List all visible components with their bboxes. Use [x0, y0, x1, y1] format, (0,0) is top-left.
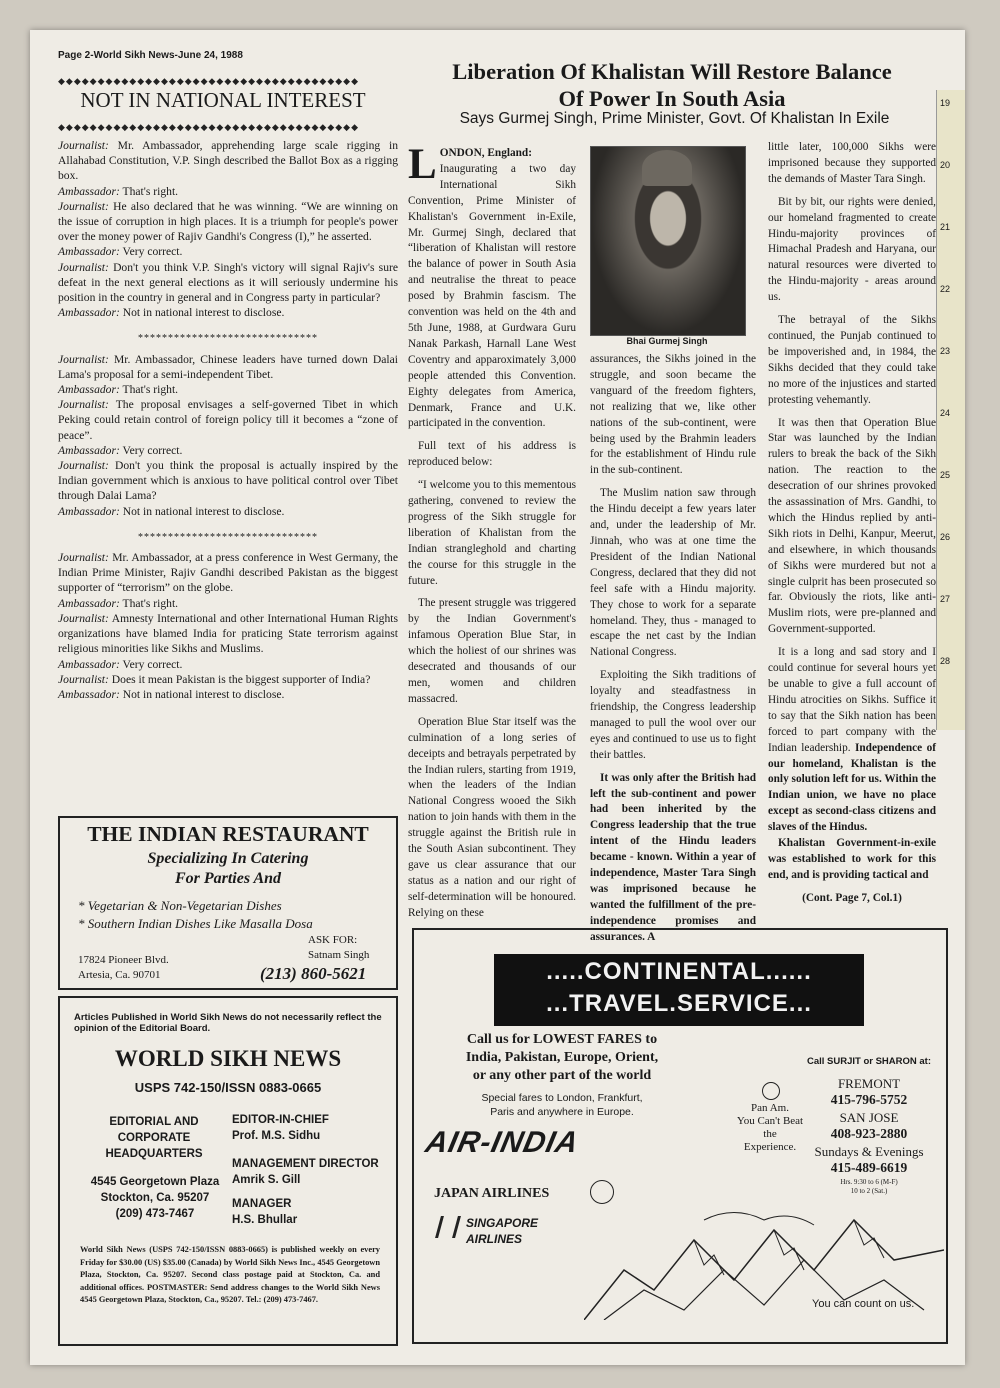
- panam-line4: Experience.: [743, 1141, 797, 1153]
- restaurant-ask-for: ASK FOR:: [308, 934, 358, 946]
- speaker-text: That's right.: [119, 184, 179, 198]
- qa-line: [58, 260, 398, 306]
- ruler-mark: 28: [940, 656, 951, 666]
- restaurant-ad: [58, 816, 398, 990]
- travel-title1: .....CONTINENTAL......: [546, 958, 812, 985]
- qa-line: [58, 199, 398, 245]
- travel-tagline: You can count on us.: [812, 1298, 915, 1310]
- travel-hours1: Hrs. 9:30 to 6 (M-F): [840, 1178, 898, 1186]
- page-folio: Page 2-World Sikh News-June 24, 1988: [58, 50, 243, 61]
- hq-label: EDITORIAL AND CORPORATE HEADQUARTERS: [105, 1116, 203, 1160]
- md-label: MANAGEMENT DIRECTOR: [232, 1158, 379, 1170]
- dropcap: L: [408, 141, 437, 188]
- article-col1-para: Full text of his address is reproduced below:: [408, 440, 576, 469]
- speaker-role: Ambassador:: [58, 657, 120, 671]
- travel-phone2: 408-923-2880: [830, 1126, 908, 1141]
- qa-line: [58, 687, 398, 702]
- travel-city1: FREMONT: [837, 1076, 901, 1091]
- qa-line: [58, 305, 398, 320]
- travel-phone1: 415-796-5752: [830, 1092, 908, 1107]
- qa-column: [58, 138, 398, 702]
- speaker-text: Amnesty International and other International Human Rights organizations have blamed India for praticing State terrorism against religious minorities like Sikhs and Muslims.: [58, 611, 398, 656]
- qa-line: [58, 504, 398, 519]
- travel-title2: ...TRAVEL.SERVICE...: [546, 990, 812, 1017]
- speaker-text: That's right.: [119, 383, 179, 397]
- travel-special1: Special fares to London, Frankfurt,: [481, 1092, 643, 1104]
- singapore-bird-icon: [435, 1216, 461, 1238]
- qa-line: [58, 443, 398, 458]
- restaurant-line1: Specializing In Catering: [147, 850, 309, 867]
- article-col3-para: The betrayal of the Sikhs continued, the Punjab continued to be impoverished and, in 1984, the Sikhs decided that they could take no more of the injustices and started protesting vehemantly.: [768, 314, 936, 406]
- qa-line: [58, 458, 398, 504]
- speaker-text: Mr. Ambassador, Chinese leaders have turned down Dalai Lama's proposal for a semi-independent Tibet.: [58, 352, 398, 381]
- travel-call-contact: Call SURJIT or SHARON at:: [806, 1056, 932, 1067]
- masthead-issn: USPS 742-150/ISSN 0883-0665: [134, 1080, 322, 1095]
- hq-address2: Stockton, Ca. 95207: [100, 1192, 210, 1204]
- qa-line: [58, 352, 398, 382]
- speaker-text: That's right.: [119, 596, 179, 610]
- speaker-role: Journalist:: [58, 260, 109, 274]
- restaurant-line2: For Parties And: [174, 870, 282, 887]
- editor-name: Prof. M.S. Sidhu: [232, 1130, 321, 1142]
- article-col1-para: “I welcome you to this mementous gathering, convened to review the progress of the Sikh struggle for liberation of Khalistan from the Indian strangleghold and charting the course for this struggle in the future.: [408, 479, 576, 587]
- masthead-title: WORLD SIKH NEWS: [114, 1046, 342, 1071]
- masthead-fineprint: World Sikh News (USPS 742-150/ISSN 0883-0665) is published weekly on every Friday for $30.00 (US) $35.00 (Canada) by World Sikh News Inc., 4545 Georgetown Plaza, Stockton, Ca. 95207. Second class postage paid at Stockton, Ca. and additional offices. POSTMASTER: Send address changes to the World Sikh News 4545 Georgetown Plaza, Stockton, Ca., 95207. Tel.: (209) 473-7467.: [80, 1245, 380, 1304]
- article-col1-para: Inaugurating a two day International Sikh Convention, Prime Minister of Khalistan's Government in-Exile, Mr. Gurmej Singh, declared that “liberation of Khalistan will restore the balance of power in South Asia and neutralise the threat to peace posed by Brahmin fascism. The convention was held on the 4th and 5th June, 1988, at Gurdwara Guru Nanak Parkash, Harnall Lane West Coventry and apparoximately 3,000 people attended this Convention. Eighty delegates from America, Denmark, France and U.K. participated in the convention.: [408, 162, 576, 430]
- article-col3-bold: Independence of our homeland, Khalistan is the only solution left for us. Within the Indian union, we have no place except as second-class citizens and slaves of the Hindus.: [768, 741, 936, 834]
- speaker-role: Ambassador:: [58, 504, 120, 518]
- qa-line: [58, 244, 398, 259]
- heading-divider-bottom: ◆◆◆◆◆◆◆◆◆◆◆◆◆◆◆◆◆◆◆◆◆◆◆◆◆◆◆◆◆◆◆◆◆◆◆◆◆◆: [58, 122, 360, 132]
- panam-line3: the: [763, 1128, 777, 1140]
- photo-caption: Bhai Gurmej Singh: [626, 336, 708, 346]
- section-separator: ******************************: [138, 333, 318, 345]
- travel-special2: Paris and anywhere in Europe.: [490, 1106, 634, 1118]
- speaker-role: Ambassador:: [58, 443, 120, 457]
- restaurant-address1: 17824 Pioneer Blvd.: [78, 954, 169, 966]
- travel-call2: India, Pakistan, Europe, Orient,: [465, 1050, 659, 1065]
- article-col2-para: assurances, the Sikhs joined in the struggle, and soon became the vanguard of the freedom fighters, not realizing that we, like other nations of the sub-continent, were being used by the Brahmin leaders for the establishment of Hindu rule in the sub-continent.: [590, 353, 756, 477]
- speaker-role: Ambassador:: [58, 383, 120, 397]
- heading-divider-top: ◆◆◆◆◆◆◆◆◆◆◆◆◆◆◆◆◆◆◆◆◆◆◆◆◆◆◆◆◆◆◆◆◆◆◆◆◆◆: [58, 76, 360, 86]
- speaker-role: Ambassador:: [58, 306, 120, 320]
- article-headline: [402, 58, 942, 112]
- speaker-role: Journalist:: [58, 398, 109, 412]
- masthead-box: [58, 996, 398, 1346]
- qa-line: [58, 657, 398, 672]
- speaker-role: Journalist:: [58, 459, 109, 473]
- ruler-mark: 20: [940, 160, 951, 170]
- article-col3-bold2: Khalistan Government-in-exile was established to work for this end, and is providing tactical and: [768, 837, 936, 881]
- qa-line: [58, 382, 398, 397]
- dateline: ONDON, England:: [439, 147, 532, 159]
- panam-globe-icon: [762, 1082, 780, 1100]
- speaker-role: Journalist:: [58, 139, 109, 152]
- qa-line: [58, 611, 398, 657]
- speaker-text: He also declared that he was winning. “We are winning on the issue of corruption in high places. It is a triumph for people's power over the money power of Rajiv Gandhi's Congress (I),” he asserted.: [58, 199, 398, 244]
- article-col3-para: It was then that Operation Blue Star was launched by the Indian rulers to break the back of the Sikh nation. The reaction to the desecration of our shrines provoked the assassination of Mrs. Gandhi, to which the Hindus replied by anti-Sikh riots in Delhi, Kanpur, Meerut, and elsewhere, in which thousands of Sikhs were murdered but not a single culprit has been prosecuted so far. Obviously the riots, like anti-Muslim riots, were pre-planned and Government-supported.: [768, 416, 936, 636]
- ruler-mark: 26: [940, 532, 951, 542]
- article-column-1: [408, 141, 576, 929]
- article-col3-text: It is a long and sad story and I could continue for several hours yet be unable to give a full account of Hindu atrocities on Sikhs. Suffice it to say that the Sikh nation has been forced to part company with the Indian leadership.: [768, 646, 936, 754]
- column-heading: NOT IN NATIONAL INTEREST: [80, 88, 366, 112]
- section-separator: ******************************: [138, 531, 318, 543]
- speaker-text: Not in national interest to disclose.: [119, 306, 285, 320]
- speaker-text: Mr. Ambassador, at a press conference in West Germany, the Indian Prime Minister, Rajiv Gandhi described Pakistan as the biggest supporter of “terrorism” on the globe.: [58, 551, 398, 595]
- air-india-logo: AIR-INDIA: [422, 1126, 582, 1159]
- ruler-mark: 25: [940, 470, 951, 480]
- travel-phone3: 415-489-6619: [830, 1160, 908, 1175]
- continued-note: (Cont. Page 7, Col.1): [802, 891, 902, 904]
- article-column-2: [590, 352, 756, 953]
- speaker-role: Ambassador:: [58, 687, 120, 701]
- speaker-role: Journalist:: [58, 672, 109, 686]
- restaurant-address2: Artesia, Ca. 90701: [78, 969, 161, 981]
- panam-line2: You Can't Beat: [736, 1115, 804, 1127]
- speaker-role: Journalist:: [58, 551, 109, 565]
- restaurant-item1: * Vegetarian & Non-Vegetarian Dishes: [78, 898, 282, 913]
- ruler-mark: 19: [940, 98, 951, 108]
- md-name: Amrik S. Gill: [232, 1174, 301, 1186]
- ruler-mark: 22: [940, 284, 951, 294]
- article-col2-para: Exploiting the Sikh traditions of loyalty and steadfastness in friendship, the Congress leadership managed to pull the wool over our eyes and continued to use us to fight their battles.: [590, 669, 756, 761]
- speaker-text: Not in national interest to disclose.: [119, 687, 285, 701]
- article-col3-para: little later, 100,000 Sikhs were imprisoned because they supported the demands of Master Tara Singh.: [768, 141, 936, 185]
- qa-line: [58, 397, 398, 443]
- qa-line: [58, 138, 398, 184]
- qa-line: [58, 550, 398, 596]
- restaurant-contact: Satnam Singh: [308, 949, 370, 961]
- article-col1-para: The present struggle was triggered by the Indian Government's infamous Operation Blue Star, in which the holiest of our shrines was desecrated and thousands of our men, women and children massacred.: [408, 597, 576, 705]
- editor-label: EDITOR-IN-CHIEF: [232, 1114, 329, 1126]
- qa-line: [58, 596, 398, 611]
- speaker-text: Not in national interest to disclose.: [119, 504, 285, 518]
- ruler-mark: 23: [940, 346, 951, 356]
- headline-line1: Liberation Of Khalistan Will Restore Balance: [452, 59, 892, 84]
- speaker-role: Ambassador:: [58, 245, 120, 259]
- article-col2-para: It was only after the British had left the sub-continent and power had been inherited by the Congress leadership that the true intent of the Hindu leaders became - known. Within a year of independence, Master Tara Singh was imprisoned because he wanted the fulfillment of the pre-independence promises and assurances. A: [590, 771, 756, 943]
- article-col3-para: Bit by bit, our rights were denied, our homeland fragmented to create Hindu-majority provinces of Himachal Pradesh and Haryana, our natural resources were diverted to the Hindu-majority - areas around us.: [768, 195, 936, 304]
- speaker-text: Don't you think V.P. Singh's victory will signal Rajiv's sure defeat in the next general elections as it will seriously undermine his position in the country in general and in Congress party in particular?: [58, 260, 398, 305]
- speaker-role: Journalist:: [58, 352, 109, 366]
- speaker-text: Does it mean Pakistan is the biggest supporter of India?: [108, 672, 371, 686]
- restaurant-item2: * Southern Indian Dishes Like Masalla Dosa: [78, 916, 313, 931]
- restaurant-title: THE INDIAN RESTAURANT: [87, 822, 369, 846]
- restaurant-phone: (213) 860-5621: [260, 964, 367, 983]
- hq-address1: 4545 Georgetown Plaza: [90, 1176, 220, 1188]
- qa-line: [58, 184, 398, 199]
- article-col3-para: [768, 645, 936, 836]
- speaker-text: Don't you think the proposal is actually inspired by the Indian government which is anxious to have political control over Tibet through Dalai Lama?: [58, 459, 398, 503]
- travel-evenings: Sundays & Evenings: [814, 1144, 924, 1159]
- travel-call1: Call us for LOWEST FARES to: [466, 1032, 658, 1047]
- speaker-role: Journalist:: [58, 199, 109, 213]
- travel-call3: or any other part of the world: [472, 1068, 652, 1083]
- qa-line: [58, 672, 398, 687]
- japan-airlines-logo: JAPAN AIRLINES: [434, 1186, 550, 1201]
- speaker-text: Very correct.: [119, 443, 183, 457]
- speaker-role: Ambassador:: [58, 596, 120, 610]
- article-col1-para: Operation Blue Star itself was the culmination of a long series of deceipts and betrayals perpetrated by the Indian rulers, starting from 1919, when the leaders of the Indian National Congress wooed the Sikh nation to join hands with them in the struggle against the British rule in the South Asian subcontinent. They gave us clear assurance that our status as a nation and our right of self-determination will be honoured. Relying on these: [408, 715, 576, 919]
- article-column-3: [768, 140, 936, 907]
- speaker-text: The proposal envisages a self-governed Tibet in which Peking could retain control of foreign policy till it becomes a “zone of peace”.: [58, 398, 398, 442]
- ruler-mark: 21: [940, 222, 951, 232]
- travel-city2: SAN JOSE: [839, 1110, 899, 1125]
- speaker-text: Mr. Ambassador, apprehending large scale rigging in Allahabad Constitution, V.P. Singh described the Ballot Box as a rigging box.: [58, 139, 398, 183]
- manager-name: H.S. Bhullar: [232, 1214, 298, 1226]
- portrait-turban: [642, 150, 692, 186]
- singapore-line1: SINGAPORE: [466, 1216, 539, 1230]
- speaker-text: Very correct.: [119, 657, 183, 671]
- article-subhead: Says Gurmej Singh, Prime Minister, Govt. Of Khalistan In Exile: [459, 110, 890, 127]
- speaker-text: Very correct.: [119, 245, 183, 259]
- speaker-role: Ambassador:: [58, 184, 120, 198]
- disclaimer: Articles Published in World Sikh News do not necessarily reflect the opinion of the Editorial Board.: [74, 1012, 382, 1034]
- manager-label: MANAGER: [232, 1198, 292, 1210]
- ruler-strip: [936, 90, 965, 730]
- newspaper-page: [30, 30, 965, 1365]
- headline-line2: Of Power In South Asia: [558, 86, 786, 111]
- article-col2-para: The Muslim nation saw through the Hindu deceipt a few years later and, under the leadership of Mr. Jinnah, who was at one time the President of the Indian National Congress, declared that they did not feel safe with a Hindu majority. They chose to work for a separate homeland. They, thus - managed to escape the net cast by the Indian National Congress.: [590, 487, 756, 659]
- hq-phone: (209) 473-7467: [115, 1208, 195, 1220]
- ruler-mark: 27: [940, 594, 951, 604]
- travel-hours2: 10 to 2 (Sat.): [850, 1187, 888, 1195]
- singapore-line2: AIRLINES: [466, 1232, 523, 1246]
- panam-line1: Pan Am.: [751, 1102, 789, 1114]
- travel-ad: [412, 928, 948, 1344]
- speaker-role: Journalist:: [58, 611, 109, 625]
- ruler-mark: 24: [940, 408, 951, 418]
